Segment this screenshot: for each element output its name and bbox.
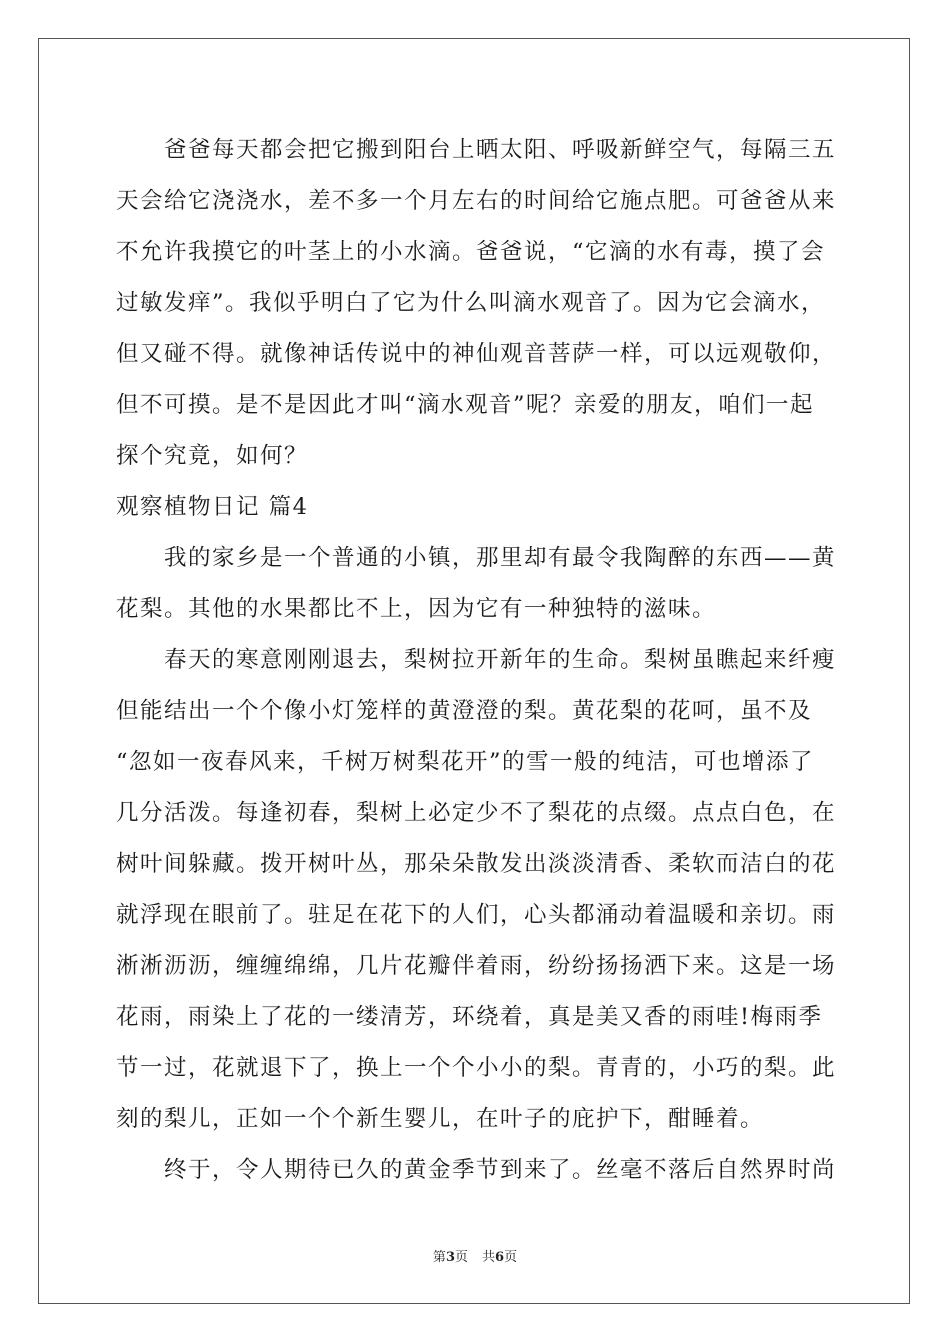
text-line: 春天的寒意刚刚退去，梨树拉开新年的生命。梨树虽瞧起来纤瘦 <box>164 647 837 673</box>
text-line: 但又碰不得。就像神话传说中的神仙观音菩萨一样，可以远观敬仰， <box>116 341 837 367</box>
text-line: 但能结出一个个像小灯笼样的黄澄澄的梨。黄花梨的花呵，虽不及 <box>116 698 813 724</box>
text-line: 就浮现在眼前了。驻足在花下的人们，心头都涌动着温暖和亲切。雨 <box>116 902 837 928</box>
text-line: 花雨，雨染上了花的一缕清芳，环绕着，真是美又香的雨哇!梅雨季 <box>116 1004 823 1030</box>
text-line: 刻的梨儿，正如一个个新生婴儿，在叶子的庇护下，酣睡着。 <box>116 1106 765 1132</box>
text-line: 树叶间躲藏。拨开树叶丛，那朵朵散发出淡淡清香、柔软而洁白的花 <box>116 851 837 877</box>
text-line: 终于，令人期待已久的黄金季节到来了。丝毫不落后自然界时尚 <box>164 1157 837 1183</box>
text-line: “忽如一夜春风来，千树万树梨花开”的雪一般的纯洁，可也增添了 <box>116 749 815 775</box>
text-line: 但不可摸。是不是因此才叫“滴水观音”呢？亲爱的朋友，咱们一起 <box>116 392 815 418</box>
current-page-number: 3 <box>445 1250 455 1265</box>
total-prefix: 共 <box>482 1250 496 1265</box>
total-suffix: 页 <box>504 1250 518 1265</box>
document-body <box>116 130 836 1201</box>
text-line: 淅淅沥沥，缠缠绵绵，几片花瓣伴着雨，纷纷扬扬洒下来。这是一场 <box>116 953 837 979</box>
text-line: 花梨。其他的水果都比不上，因为它有一种独特的滋味。 <box>116 596 717 622</box>
text-line: 不允许我摸它的叶茎上的小水滴。爸爸说，“它滴的水有毒，摸了会 <box>116 239 826 265</box>
text-line: 几分活泼。每逢初春，梨树上必定少不了梨花的点缀。点点白色，在 <box>116 800 837 826</box>
total-page-number: 6 <box>495 1250 505 1265</box>
page-footer <box>0 1246 950 1265</box>
text-line: 节一过，花就退下了，换上一个个小小的梨。青青的，小巧的梨。此 <box>116 1055 837 1081</box>
page-suffix: 页 <box>454 1250 468 1265</box>
text-line: 过敏发痒”。我似乎明白了它为什么叫滴水观音了。因为它会滴水， <box>116 290 826 316</box>
section-heading: 观察植物日记 篇4 <box>116 494 309 520</box>
text-line: 天会给它浇浇水，差不多一个月左右的时间给它施点肥。可爸爸从来 <box>116 188 837 214</box>
text-line: 我的家乡是一个普通的小镇，那里却有最令我陶醉的东西——黄 <box>164 545 837 571</box>
text-line: 爸爸每天都会把它搬到阳台上晒太阳、呼吸新鲜空气，每隔三五 <box>164 137 837 163</box>
page-prefix: 第 <box>432 1250 446 1265</box>
text-line: 探个究竟，如何？ <box>116 443 309 469</box>
